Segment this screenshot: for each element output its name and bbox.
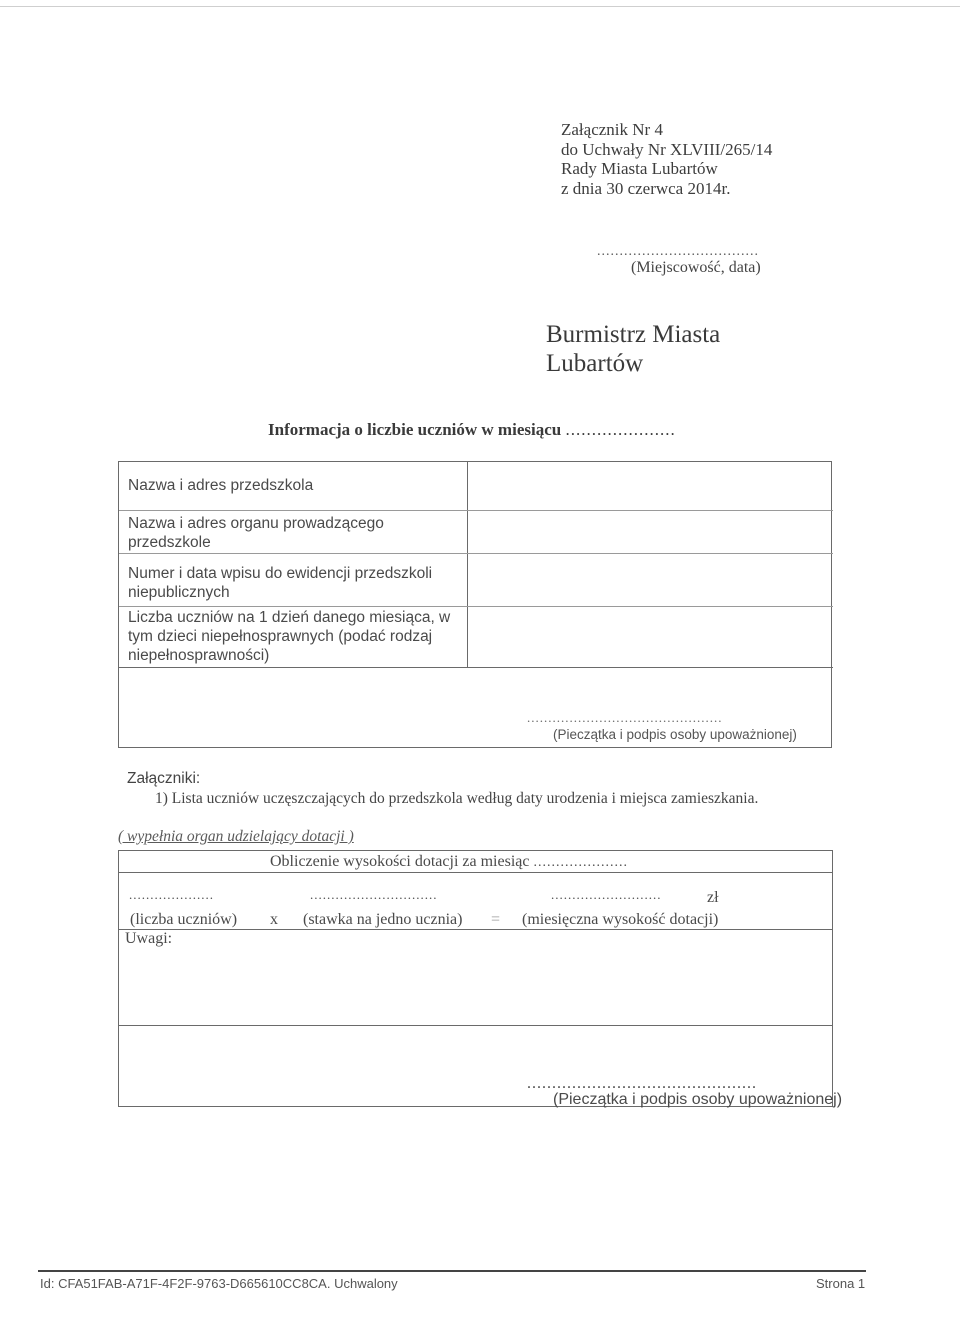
info-title [268,420,676,440]
amount-label: (miesięczna wysokość dotacji) [522,911,719,928]
equals-operator: = [491,911,501,928]
addressee [546,320,720,378]
students-dots: .................... [129,887,214,902]
rate-label: (stawka na jedno ucznia) [303,911,463,928]
label-operator-name-l1: Nazwa i adres organu prowadzącego [128,515,384,532]
rate-dots: .............................. [310,887,438,902]
page-number: Strona 1 [816,1276,866,1291]
subsidy-calculation-table [118,850,843,1108]
table-row-divider [119,510,833,511]
amount-dots: .......................... [551,887,662,902]
resolution-number: do Uchwały Nr XLVIII/265/14 [561,139,773,159]
signature-label: (Pieczątka i podpis osoby upoważnionej) [553,727,797,742]
calc-heading [270,853,628,871]
resolution-date: z dnia 30 czerwca 2014r. [561,178,731,198]
fill-note: ( wypełnia organ udzielający dotacji ) [118,828,354,845]
label-student-count-l1: Liczba uczniów na 1 dzień danego miesiąca, w [128,609,451,626]
signature-dots: .............................................. [527,710,723,725]
currency-label: zł [707,889,719,906]
label-preschool-name: Nazwa i adres przedszkola [128,477,314,494]
attachment-number: Załącznik Nr 4 [561,120,663,139]
document-id: Id: CFA51FAB-A71F-4F2F-9763-D665610CC8CA. Uchwalony [40,1276,398,1291]
place-date-label: (Miejscowość, data) [631,259,761,276]
top-scan-line [0,6,960,7]
info-title-text: Informacja o liczbie uczniów w miesiącu [268,420,562,439]
place-date-dots: .................................... [597,244,759,259]
attachment-item: 1) Lista uczniów uczęszczających do przedszkola według daty urodzenia i miejsca zamieszkania. [155,790,759,807]
table-row-divider [119,1025,832,1026]
attachment-header [561,120,772,198]
times-operator: x [270,911,278,928]
label-student-count-l3: niepełnosprawności) [128,647,270,664]
label-registry-l2: niepublicznych [128,584,230,601]
preschool-info-table [118,461,832,748]
calc-heading-dots: ..................... [533,855,628,870]
table-row-divider [119,667,833,668]
remarks-label: Uwagi: [125,930,173,947]
table-row-divider [119,929,832,930]
addressee-line2: Lubartów [546,350,644,377]
signature-label: (Pieczątka i podpis osoby upoważnionej) [553,1091,843,1108]
table-column-divider [467,462,468,667]
info-title-dots: ..................... [565,420,676,439]
addressee-line1: Burmistrz Miasta [546,321,721,348]
students-label: (liczba uczniów) [130,911,238,928]
council-name: Rady Miasta Lubartów [561,159,718,178]
table-row-divider [119,872,832,873]
label-operator-name-l2: przedszkole [128,534,211,551]
label-student-count-l2: tym dzieci niepełnosprawnych (podać rodzaj [128,628,433,645]
footer-divider [38,1270,866,1272]
label-registry-l1: Numer i data wpisu do ewidencji przedszkoli [128,565,433,582]
calc-heading-text: Obliczenie wysokości dotacji za miesiąc [270,853,530,870]
signature-dots: .............................................. [527,1075,757,1092]
attachments-heading: Załączniki: [127,770,201,787]
table-row-divider [119,553,833,554]
